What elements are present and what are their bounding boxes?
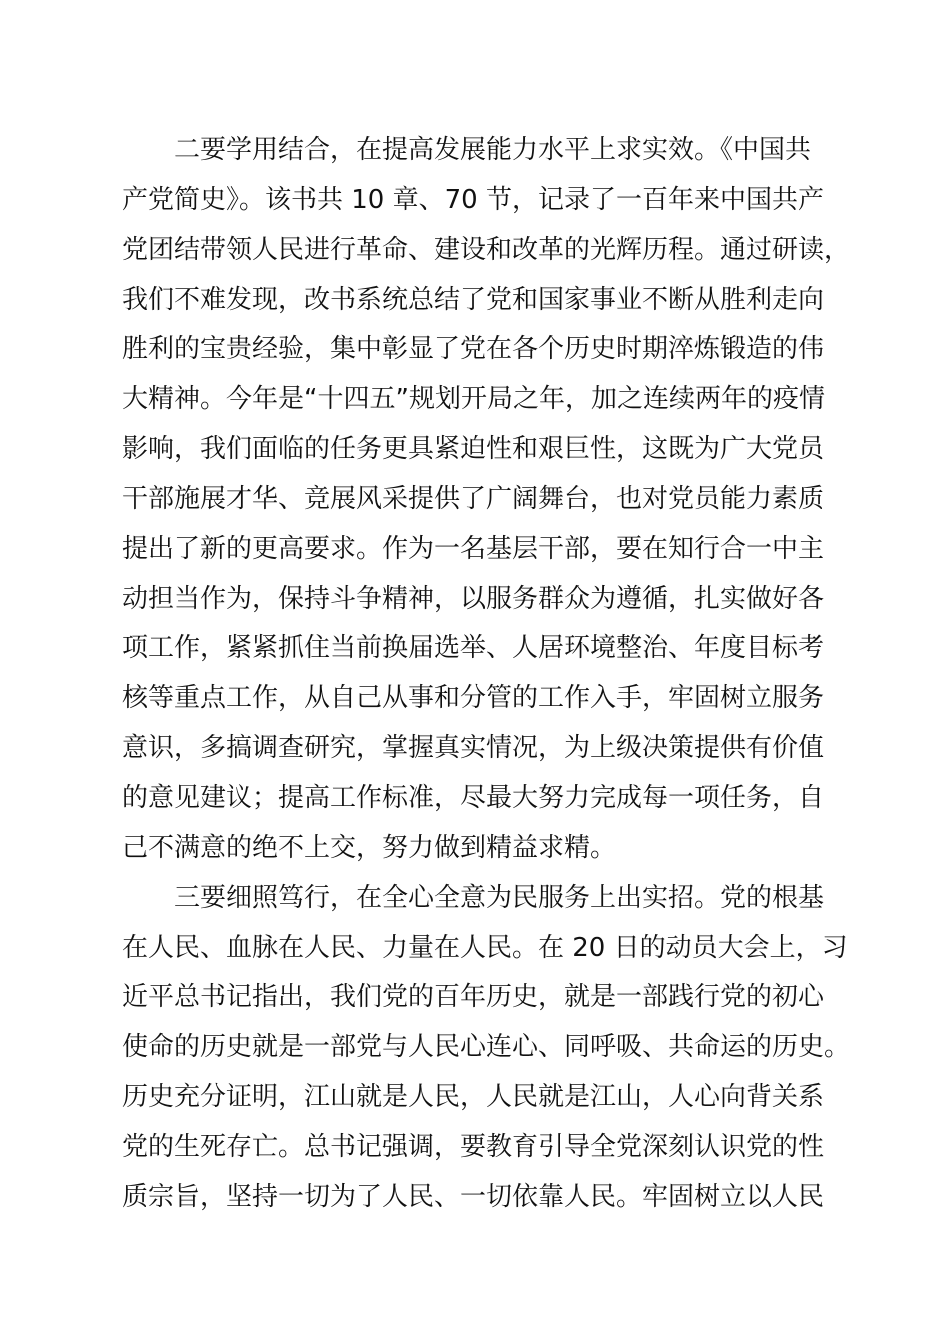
text-line: 己不满意的绝不上交，努力做到精益求精。 — [122, 832, 617, 863]
text-line: 胜利的宝贵经验，集中彰显了党在各个历史时期淬炼锻造的伟 — [122, 334, 825, 365]
text-line: 党团结带领人民进行革命、建设和改革的光辉历程。通过研读， — [122, 234, 851, 265]
text-line: 使命的历史就是一部党与人民心连心、同呼吸、共命运的历史。 — [122, 1032, 851, 1063]
text-line: 项工作，紧紧抓住当前换届选举、人居环境整治、年度目标考 — [122, 633, 825, 664]
text-line: 近平总书记指出，我们党的百年历史，就是一部践行党的初心 — [122, 982, 825, 1013]
document-body — [122, 126, 851, 1223]
text-line: 二要学用结合，在提高发展能力水平上求实效。《中国共 — [122, 135, 812, 165]
text-line: 核等重点工作，从自己从事和分管的工作入手，牢固树立服务 — [122, 683, 825, 714]
text-line: 提出了新的更高要求。作为一名基层干部，要在知行合一中主 — [122, 533, 825, 564]
text-line: 质宗旨，坚持一切为了人民、一切依靠人民。牢固树立以人民 — [122, 1181, 825, 1212]
text-line: 意识，多搞调查研究，掌握真实情况，为上级决策提供有价值 — [122, 733, 825, 764]
text-line: 党的生死存亡。总书记强调，要教育引导全党深刻认识党的性 — [122, 1131, 825, 1162]
text-line: 三要细照笃行，在全心全意为民服务上出实招。党的根基 — [122, 882, 825, 913]
text-line: 历史充分证明，江山就是人民，人民就是江山，人心向背关系 — [122, 1082, 825, 1113]
text-line: 我们不难发现，改书系统总结了党和国家事业不断从胜利走向 — [122, 284, 825, 315]
text-line: 产党简史》。该书共 10 章、70 节，记录了一百年来中国共产 — [122, 184, 824, 215]
text-line: 影响，我们面临的任务更具紧迫性和艰巨性，这既为广大党员 — [122, 434, 825, 465]
text-line: 大精神。今年是“十四五”规划开局之年，加之连续两年的疫情 — [122, 384, 825, 415]
text-line: 在人民、血脉在人民、力量在人民。在 20 日的动员大会上，习 — [122, 932, 848, 963]
text-line: 的意见建议；提高工作标准，尽最大努力完成每一项任务，自 — [122, 782, 825, 813]
text-line: 动担当作为，保持斗争精神，以服务群众为遵循，扎实做好各 — [122, 583, 825, 614]
text-line: 干部施展才华、竞展风采提供了广阔舞台，也对党员能力素质 — [122, 483, 825, 514]
